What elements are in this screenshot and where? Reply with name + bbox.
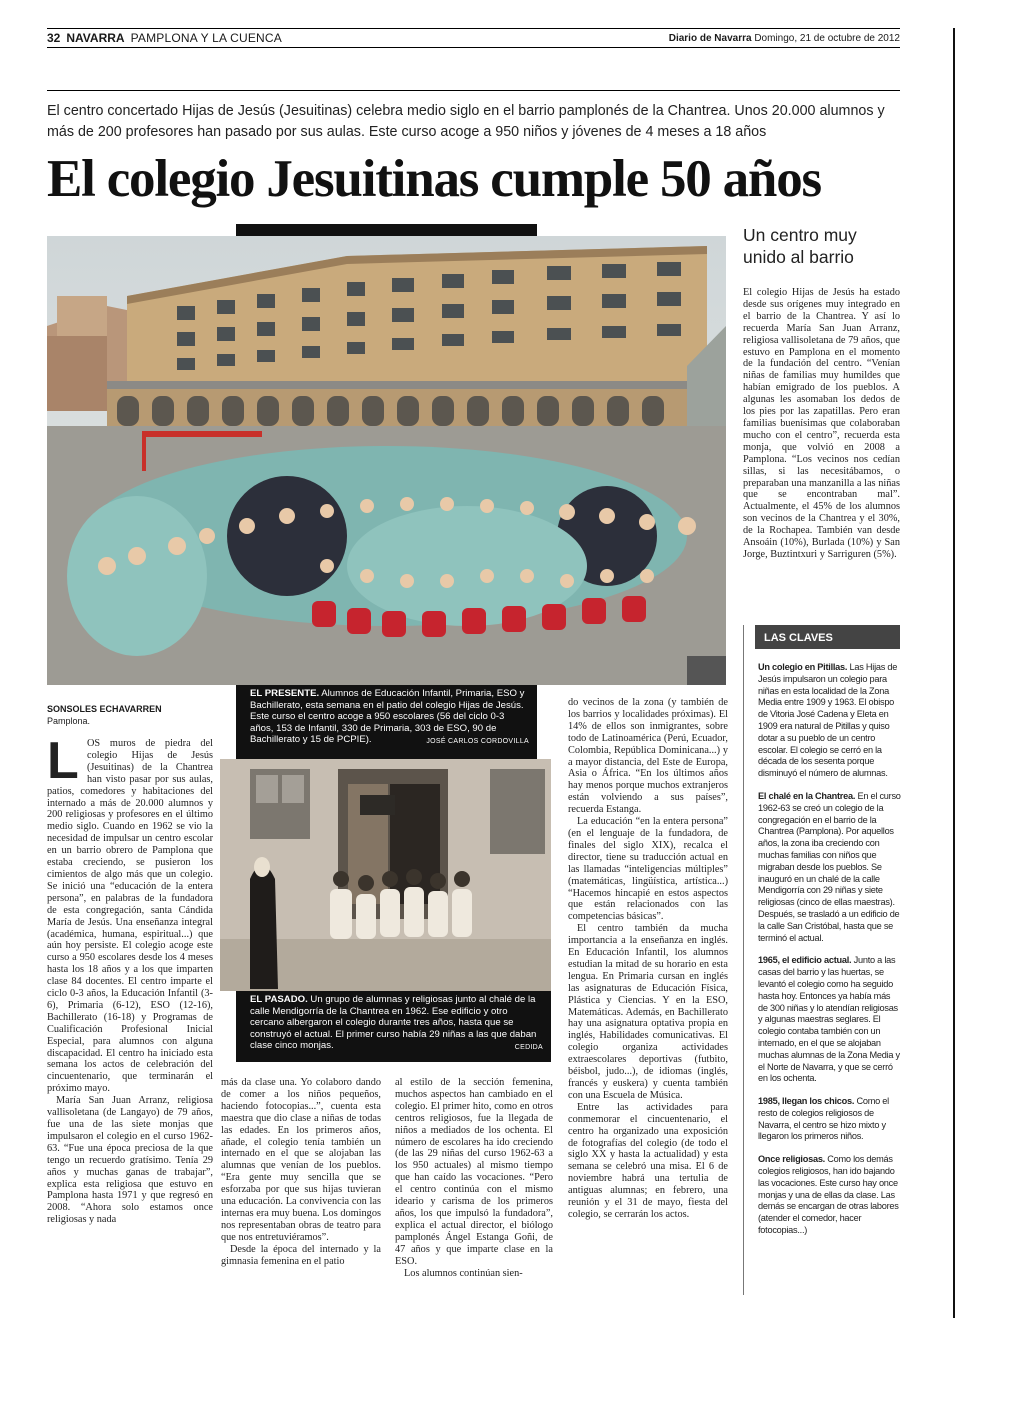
claves-item-label: Once religiosas. bbox=[758, 1154, 825, 1165]
paragraph: más da clase una. Yo colaboro dando de comer a los niños pequeños, haciendo fotocopias...”, cuenta esta maestra que dio clase a niñas de todas las edades. En los primeros años, añade, el colegio tenía también un internado en el que se alojaban las alumnas que venían de los pueblos. “Era gente muy sencilla que se esforzaba por que sus hijas tuvieran una educación. La convivencia con las internas era muy buena. Los domingos nos representaban obras de teatro para que nos entretuviéramos”. bbox=[221, 1077, 381, 1243]
claves-item-text: Como el resto de colegios religiosos de Navarra, el centro se hizo mixto y llegaron los primeros niños. bbox=[758, 1096, 889, 1142]
article-column-2 bbox=[221, 1077, 381, 1268]
caption-label: EL PRESENTE. bbox=[250, 688, 320, 699]
historic-photo-graphic bbox=[220, 759, 551, 991]
edition-info bbox=[669, 33, 900, 44]
subsection-name: PAMPLONA Y LA CUENCA bbox=[130, 31, 282, 45]
author-name: SONSOLES ECHAVARREN bbox=[47, 704, 162, 714]
caption-label: EL PASADO. bbox=[250, 994, 308, 1005]
historic-photo bbox=[220, 759, 551, 991]
paragraph: OS muros de piedra del colegio Hijas de Jesús (Jesuitinas) de la Chantrea han visto pasar por sus aulas, patios, comedores y habitaciones del internado a más de 20.000 alumnos y 200 religiosas y profesores en el último medio siglo. Cuando en 1962 se vio la necesidad de impulsar un centro escolar en un barrio obrero de Pamplona que estaba creciendo, se pusieron los cimientos de algo más que un colegio. Se inició una “educación de la entera persona”, en palabras de la fundadora de esta congregación, santa Cándida María de Jesús. Una enseñanza integral (académica, humana, espiritual...) que aún hoy persiste. El colegio acoge este curso a 950 escolares desde los 4 meses hasta los 18 años y a los que imparten clase 84 docentes. El centro imparte el ciclo 0-3 años, la Educación Infantil (3-6), Primaria (6-12), ESO (12-16), Bachillerato (16-18) y Programas de Cualificación Profesional Inicial Especial, para alumnos con alguna discapacidad. El centro ha iniciado esta semana los actos de celebración del cincuentenario, que terminarán el próximo mayo. bbox=[47, 738, 213, 1095]
claves-item bbox=[758, 662, 901, 780]
article-lead: El centro concertado Hijas de Jesús (Jesuitinas) celebra medio siglo en el barrio pamplonés de la Chantrea. Unos 20.000 alumnos y más de 200 profesores han pasado por sus aulas. Este curso acoge a 950 niños y jóvenes de 4 meses a 18 años bbox=[47, 103, 885, 140]
claves-rule bbox=[743, 625, 744, 1295]
photo-past-caption bbox=[236, 991, 551, 1062]
page-header bbox=[47, 28, 900, 48]
photo-tab bbox=[236, 224, 537, 236]
school-group-photo bbox=[47, 236, 726, 685]
sidebar-text: El colegio Hijas de Jesús ha estado desde sus orígenes muy integrado en el barrio de la Chantrea. Y así lo recuerda María San Juan Arranz, religiosa vallisoletana de 79 años, que estuvo en Pamplona en el momento de la fundación del centro. “Venían niñas de familias muy humildes que habían emigrado de los pueblos. A algunas les asomaban los dedos de los pies por las zapatillas. Pero eran familias buenísimas que colaboraban mucho con el centro”, recuerda esta monja, que volvió en 2008 a Pamplona. “Los vecinos nos cedían sillas, si las necesitábamos, o preparaban una manzanilla a las niñas que se encontraban mal”. Actualmente, el 45% de los alumnos son vecinos de la Chantrea y el 30%, de la Rochapea. También van desde Ansoáin (10%), Burlada (10%) y San Jorge, Buztintxuri y Sarriguren (5%). bbox=[743, 287, 900, 560]
claves-item bbox=[758, 1096, 901, 1143]
article-column-4 bbox=[568, 697, 728, 1221]
section-name: NAVARRA bbox=[66, 31, 125, 45]
paragraph: Los alumnos continúan sien- bbox=[404, 1267, 523, 1279]
photo-credit: CEDIDA bbox=[514, 1044, 543, 1051]
claves-item-label: 1965, el edificio actual. bbox=[758, 955, 852, 966]
caption-text: Alumnos de Educación Infantil, Primaria, ESO y Bachillerato, esta semana en el patio del colegio Hijas de Jesús. Este curso el centro acoge a 950 escolares (56 del ciclo 0-3 años, 153 de Infantil, 330 de Primaria, 303 de ESO, 90 de Bachillerato y 15 de PCPIE). bbox=[250, 688, 525, 745]
claves-item bbox=[758, 1154, 901, 1237]
caption-text: Un grupo de alumnas y religiosas junto al chalé de la calle Mendigorría de la Chantrea en 1962. Ese edificio y otro cercano albergaron el colegio durante tres años, hasta que se construyó el actual. El primer curso había 29 niñas a las que daban clase cinco monjas. bbox=[250, 994, 537, 1051]
paragraph: al estilo de la sección femenina, muchos aspectos han cambiado en el colegio. El primer hito, como en otros centros religiosos, fue la llegada de niños a mediados de los ochenta. El número de escolares ha ido creciendo (de las 29 niñas del curso 1962-63 a los 950 actuales) al mismo tiempo que han caído las vocaciones. “Pero el centro continúa con el mismo ideario y carisma de los primeros años, los que impulsó la fundadora”, explica el actual director, el biólogo pamplonés Ángel Estanga Goñi, de 47 años y que imparte clase en la ESO. bbox=[395, 1077, 553, 1267]
claves-item-label: El chalé en la Chantrea. bbox=[758, 790, 856, 801]
claves-title: LAS CLAVES bbox=[755, 625, 900, 649]
claves-item-label: Un colegio en Pitillas. bbox=[758, 662, 848, 672]
school-group-photo-graphic bbox=[47, 236, 726, 685]
paragraph: do vecinos de la zona (y también de los barrios y localidades próximas). El 14% de ellos son inmigrantes, sobre todo de Latinoamérica (Perú, Ecuador, Colombia, República Dominicana...) y a mayor distancia, del Este de Europa, Asia o África. “En los últimos años hay menos porque muchos extranjeros están volviendo a sus países”, recuerda Estanga. bbox=[568, 697, 728, 816]
page-rule bbox=[953, 28, 955, 1318]
paragraph: Desde la época del internado y la gimnasia femenina en el patio bbox=[221, 1243, 381, 1267]
divider bbox=[47, 90, 900, 91]
issue-date: Domingo, 21 de octubre de 2012 bbox=[754, 32, 900, 44]
claves-item-text: Junto a las casas del barrio y las huertas, se levantó el colegio como ha seguido hasta hoy. Entonces ya había más de 300 niñas y lo atendían religiosas y algunas maestras seglares. El colegio contaba también con un internado, en el que se alojaban muchas alumnas de la Zona Media y el Norte de Navarra, y que se cerró en los ochenta. bbox=[758, 955, 900, 1084]
dateline: Pamplona. bbox=[47, 716, 91, 726]
article-column-3 bbox=[395, 1077, 553, 1279]
article-column-1 bbox=[47, 732, 213, 1226]
drop-cap: L bbox=[47, 732, 79, 790]
claves-list bbox=[758, 662, 901, 1248]
byline bbox=[47, 703, 217, 727]
paragraph: La educación “en la entera persona” (en el lenguaje de la fundadora, de finales del siglo XIX), recalca el director, tiene su traducción actual en las llamadas “inteligencias múltiples” (matemáticas, lingüística, artística...) “Hacemos hincapié en estos aspectos que están relacionados con las competencias básicas”. bbox=[568, 816, 728, 923]
paragraph: María San Juan Arranz, religiosa vallisoletana (de Langayo) de 79 años, fue una de las siete monjas que impulsaron el colegio en el curso 1962-63. “Fue una época preciosa de la que tengo un recuerdo gratísimo. Tenía 29 años y muchas ganas de trabajar”, explica esta religiosa que estuvo en Pamplona hasta 1971 y que regresó en 2008. “Ahora solo estamos once religiosas y nada bbox=[47, 1095, 213, 1226]
photo-credit: JOSÉ CARLOS CORDOVILLA bbox=[426, 738, 529, 745]
claves-item bbox=[758, 791, 901, 944]
headline: El colegio Jesuitinas cumple 50 años bbox=[47, 150, 821, 208]
page-number: 32 bbox=[47, 31, 61, 45]
claves-item bbox=[758, 955, 901, 1085]
claves-item-label: 1985, llegan los chicos. bbox=[758, 1096, 855, 1107]
paragraph: Entre las actividades para conmemorar el cincuentenario, el centro ha organizado una exposición de fotografías del colegio (de todo el siglo XX y hasta la actualidad) y esta semana se celebró una misa. El 6 de noviembre habrá una tertulia de antiguas alumnas; en febrero, una reunión y el 31 de mayo, fiesta del colegio, se cerrarán los actos. bbox=[568, 1101, 728, 1220]
sidebar-title: Un centro muy unido al barrio bbox=[743, 225, 857, 267]
paragraph: El centro también da mucha importancia a la enseñanza en inglés. En Educación Infantil, los alumnos estudian la mitad de su horario en esta lengua. En Primaria cursan en inglés las asignaturas de Educación Física, Plástica y Ciencias. Y en la ESO, Matemáticas. Además, en Bachillerato hay una asignatura optativa propia en inglés, Habilidades comunicativas. El colegio organiza actividades extraescolares deportivas (futbito, béisbol, judo...), de idiomas (inglés, francés y euskera) y cuenta también con una Escuela de Música. bbox=[568, 923, 728, 1101]
claves-item-text: Las Hijas de Jesús impulsaron un colegio para niñas en esta localidad de la Zona Media entre 1909 y 1963. El obispo de Vitoria José Cadena y Eleta en 1909 era natural de Pitillas y quiso dotar a su pueblo de un centro escolar. El colegio se cerró en la década de los sesenta porque disminuyó el número de alumnas. bbox=[758, 662, 898, 779]
paper-name: Diario de Navarra bbox=[668, 32, 752, 44]
photo-present-caption bbox=[236, 685, 537, 759]
claves-item-text: Como los demás colegios religiosos, han ido bajando las vocaciones. Este curso hay once monjas y una de ellas da clase. Las demás se encargan de otras labores (atender el comedor, hacer fotocopias...) bbox=[758, 1154, 899, 1236]
claves-item-text: En el curso 1962-63 se creó un colegio de la congregación en el barrio de la Chantrea (Pamplona). Por aquellos años, la zona iba creciendo con muchas familias con niños que migraban desde los pueblos. Se inauguró en un chalé de la calle Mendigorría con 29 niñas y siete religiosas (cinco de ellas maestras). Después, se trasladó a un edificio de la calle San Cristóbal, hasta que se terminó el actual. bbox=[758, 790, 901, 943]
